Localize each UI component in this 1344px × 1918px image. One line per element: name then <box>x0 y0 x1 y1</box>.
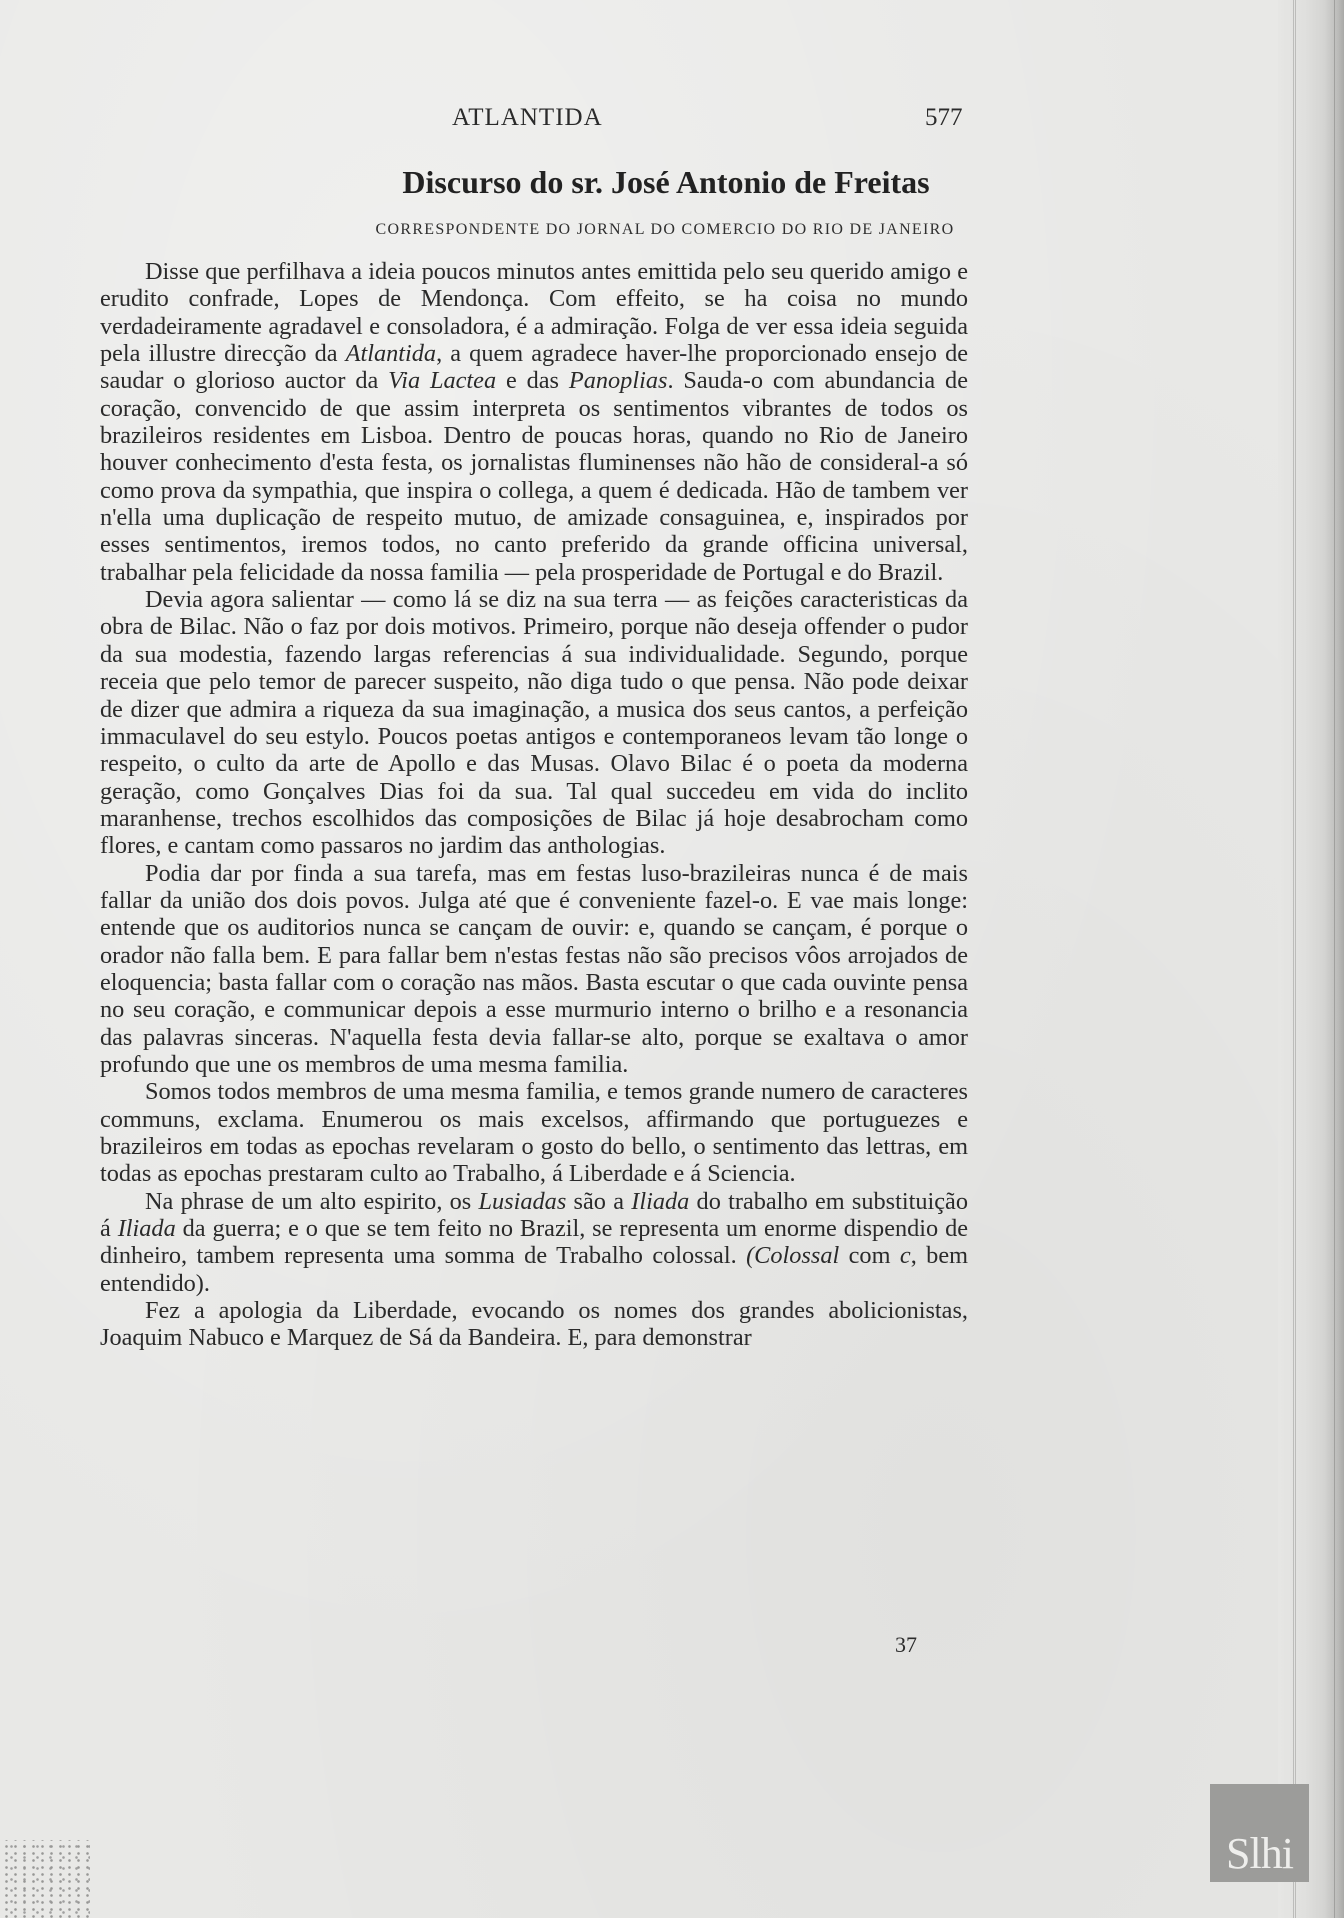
library-watermark-logo <box>1210 1784 1309 1882</box>
text-run: e das <box>496 367 569 395</box>
italic-text: Iliada <box>631 1187 690 1215</box>
text-run: . Sauda-o com abundancia de coração, convencido de que assim interpreta os sentimentos vibrantes de todos os brazileiros residentes em Lisboa. Dentro de poucas horas, quando no Rio de Janeiro houver conhecimento d'esta festa, os jornalistas fluminenses não hão de consideral-a só como prova da sympathia, que inspira o collega, a quem é dedicada. Hão de tambem ver n'ella uma duplicação de respeito mutuo, de amizade consaguinea, e, inspirados por esses sentimentos, iremos todos, no canto preferido da grande officina universal, trabalhar pela felicidade da nossa familia — pela prosperidade de Portugal e do Brazil. <box>100 367 968 586</box>
running-title: ATLANTIDA <box>452 104 603 131</box>
text-run: da guerra; e o que se tem feito no Brazil, se representa um enorme dispendio de dinheiro, tambem representa uma somma de Trabalho colossal. <box>100 1215 969 1270</box>
italic-text: Lusiadas <box>478 1187 567 1215</box>
article-title: Discurso do sr. José Antonio de Freitas <box>402 164 930 200</box>
paragraph <box>100 1078 968 1187</box>
text-run: Na phrase de um alto espirito, os <box>145 1187 479 1215</box>
text-run: Devia agora salientar — como lá se diz na sua terra — as feições caracteristicas da obra de Bilac. Não o faz por dois motivos. Primeiro, porque não deseja offender o pudor da sua modestia, fazendo largas referencias á sua individualidade. Segundo, porque receia que pelo temor de parecer suspeito, não diga tudo o que pensa. Não pode deixar de dizer que admira a riqueza da sua imaginação, a musica dos seus cantos, a perfeição immaculavel do seu estylo. Poucos poetas antigos e contemporaneos levam tão longe o respeito, o culto da arte de Apollo e das Musas. Olavo Bilac é o poeta da moderna geração, como Gonçalves Dias foi da sua. Tal qual succedeu em vida do inclito maranhense, trechos escolhidos das composições de Bilac já hoje desabrocham como flores, e cantam como passaros no jardim das anthologias. <box>100 586 968 860</box>
paragraph <box>100 258 968 586</box>
paragraph <box>100 1188 968 1297</box>
gutter-line <box>1334 0 1335 1918</box>
text-run: com <box>839 1242 900 1270</box>
running-header <box>0 104 1344 140</box>
italic-text: (Colossal <box>746 1242 840 1270</box>
text-run: , bem entendido). <box>100 1242 968 1297</box>
text-run: são a <box>566 1187 632 1215</box>
gutter-line <box>1295 0 1296 1918</box>
text-run: Podia dar por finda a sua tarefa, mas em festas luso-brazileiras nunca é de mais fallar da união dos dois povos. Julga até que é conveniente fazel-o. E vae mais longe: entende que os auditorios nunca se cançam de ouvir: e, quando se cançam, é porque o orador não falla bem. E para fallar bem n'estas festas não são precisos vôos arrojados de eloquencia; basta fallar com o coração nas mãos. Basta escutar o que cada ouvinte pensa no seu coração, e communicar depois a esse murmurio interno o brilho e a resonancia das palavras sinceras. N'aquella festa devia fallar-se alto, porque se exaltava o amor profundo que une os membros de uma mesma familia. <box>100 859 968 1078</box>
paragraph <box>100 1297 968 1352</box>
italic-text: Via Lactea <box>388 367 497 395</box>
page-number: 577 <box>925 104 963 131</box>
italic-text: Panoplias <box>568 367 668 395</box>
text-run: Disse que perfilhava a ideia poucos minutos antes emittida pelo seu querido amigo e erudito confrade, Lopes de Mendonça. Com effeito, se ha coisa no mundo verdadeiramente agradavel e consoladora, é a admiração. Folga de ver essa ideia seguida pela illustre direcção da <box>100 258 968 368</box>
text-run: Fez a apologia da Liberdade, evocando os nomes dos grandes abolicionistas, Joaquim Nabuco e Marquez de Sá da Bandeira. E, para demonstrar <box>100 1297 968 1352</box>
paper-speckles <box>0 1840 90 1918</box>
text-run: do trabalho em substituição á <box>100 1187 968 1243</box>
paragraph <box>100 860 968 1079</box>
text-run: , a quem agradece haver-lhe proporcionado ensejo de saudar o glorioso auctor da <box>100 340 968 395</box>
page-gutter-shadow <box>1278 0 1344 1918</box>
watermark-text: Slhi <box>1226 1829 1293 1878</box>
paragraph <box>100 586 968 859</box>
gutter-line <box>1293 0 1294 1918</box>
text-run: Somos todos membros de uma mesma familia, e temos grande numero de caracteres communs, exclama. Enumerou os mais excelsos, affirmando que portuguezes e brazileiros em todas as epochas revelaram o gosto do bello, o sentimento das lettras, em todas as epochas prestaram culto ao Trabalho, á Liberdade e á Sciencia. <box>100 1078 968 1188</box>
italic-text: Iliada <box>117 1215 176 1243</box>
italic-text: c <box>899 1242 911 1270</box>
signature-mark: 37 <box>895 1632 917 1657</box>
article-subtitle: CORRESPONDENTE DO JORNAL DO COMERCIO DO RIO DE JANEIRO <box>375 221 955 238</box>
italic-text: Atlantida <box>345 340 437 368</box>
article-body <box>100 258 968 1352</box>
